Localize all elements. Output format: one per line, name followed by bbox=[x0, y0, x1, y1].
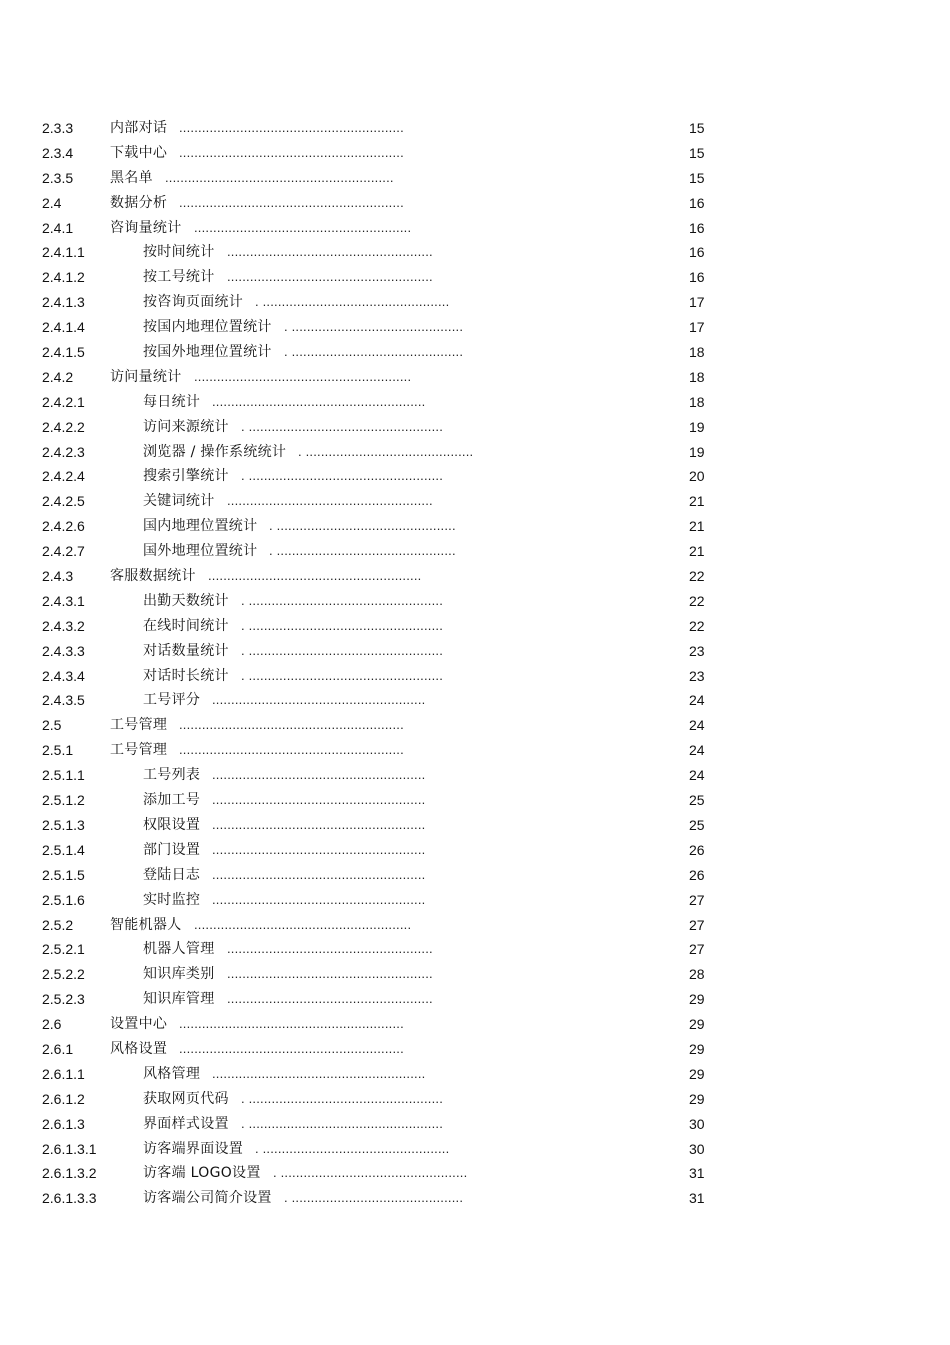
toc-entry-number: 2.4.3.4 bbox=[42, 667, 85, 684]
toc-entry-number: 2.5.2.3 bbox=[42, 991, 85, 1008]
toc-entry-page-number: 18 bbox=[689, 344, 705, 361]
toc-entry-page-number: 17 bbox=[689, 319, 705, 336]
toc-dot-leader: ........................................................ bbox=[212, 767, 426, 783]
toc-entry-number: 2.4.2.5 bbox=[42, 493, 85, 510]
toc-entry-number: 2.4.2 bbox=[42, 368, 74, 385]
toc-entry-number: 2.4.1.1 bbox=[42, 244, 85, 261]
toc-entry-title: 国内地理位置统计 bbox=[143, 518, 258, 535]
toc-entry-page-number: 25 bbox=[689, 792, 705, 809]
toc-entry[interactable] bbox=[0, 315, 950, 340]
toc-entry-page-number: 21 bbox=[689, 493, 705, 510]
toc-entry[interactable] bbox=[0, 738, 950, 763]
toc-dot-leader: ........................................................... bbox=[179, 144, 404, 160]
toc-entry-number: 2.4.3.2 bbox=[42, 617, 85, 634]
toc-entry-number: 2.5.2.2 bbox=[42, 966, 85, 983]
toc-entry-title: 风格设置 bbox=[110, 1040, 168, 1057]
toc-entry-number: 2.4.3.1 bbox=[42, 592, 85, 609]
toc-entry-number: 2.3.4 bbox=[42, 144, 74, 161]
toc-entry-title: 权限设置 bbox=[143, 816, 201, 833]
toc-entry[interactable] bbox=[0, 688, 950, 713]
toc-entry-number: 2.5.1 bbox=[42, 742, 74, 759]
toc-entry-number: 2.3.3 bbox=[42, 120, 74, 136]
toc-dot-leader: . ............................................. bbox=[284, 319, 464, 335]
toc-entry-number: 2.4.2.6 bbox=[42, 518, 85, 535]
toc-entry[interactable] bbox=[0, 1087, 950, 1112]
toc-dot-leader: ........................................................... bbox=[179, 120, 404, 135]
toc-entry-number: 2.5.2 bbox=[42, 916, 74, 933]
toc-entry-number: 2.4.1.4 bbox=[42, 319, 85, 336]
toc-entry-page-number: 29 bbox=[689, 1090, 705, 1107]
toc-entry-title: 界面样式设置 bbox=[143, 1115, 229, 1132]
toc-entry[interactable] bbox=[0, 913, 950, 938]
toc-entry[interactable] bbox=[0, 639, 950, 664]
toc-entry-number: 2.5.1.4 bbox=[42, 841, 85, 858]
toc-entry-page-number: 18 bbox=[689, 368, 705, 385]
toc-entry-title: 知识库管理 bbox=[143, 991, 215, 1008]
toc-entry-page-number: 23 bbox=[689, 642, 705, 659]
toc-entry-number: 2.6.1.3 bbox=[42, 1115, 85, 1132]
toc-entry-page-number: 21 bbox=[689, 543, 705, 560]
toc-entry-number: 2.6.1 bbox=[42, 1040, 74, 1057]
toc-dot-leader: ........................................................... bbox=[179, 1040, 404, 1056]
toc-dot-leader: . ................................................... bbox=[241, 468, 444, 484]
toc-entry[interactable] bbox=[0, 440, 950, 465]
toc-entry[interactable] bbox=[0, 614, 950, 639]
toc-entry-number: 2.4.3.3 bbox=[42, 642, 85, 659]
toc-entry-page-number: 23 bbox=[689, 667, 705, 684]
toc-entry-number: 2.5.1.2 bbox=[42, 792, 85, 809]
toc-entry-title: 智能机器人 bbox=[110, 916, 182, 933]
toc-entry-page-number: 26 bbox=[689, 866, 705, 883]
toc-entry-page-number: 28 bbox=[689, 966, 705, 983]
toc-entry-number: 2.4.3.5 bbox=[42, 692, 85, 709]
toc-entry-title: 访客端界面设置 bbox=[143, 1140, 244, 1157]
toc-entry-title: 访客端 LOGO设置 bbox=[143, 1165, 261, 1182]
toc-entry-page-number: 16 bbox=[689, 194, 705, 211]
toc-entry[interactable] bbox=[0, 1112, 950, 1137]
toc-entry-number: 2.4 bbox=[42, 194, 62, 211]
toc-entry[interactable] bbox=[0, 1186, 950, 1211]
toc-entry-page-number: 22 bbox=[689, 568, 705, 585]
toc-entry-title: 知识库类别 bbox=[143, 966, 215, 983]
toc-entry-title: 登陆日志 bbox=[143, 866, 201, 883]
toc-entry[interactable] bbox=[0, 539, 950, 564]
toc-entry[interactable] bbox=[0, 1037, 950, 1062]
toc-entry[interactable] bbox=[0, 191, 950, 216]
toc-entry-page-number: 22 bbox=[689, 592, 705, 609]
toc-dot-leader: . ............................................. bbox=[284, 1190, 464, 1206]
toc-entry-title: 咨询量统计 bbox=[110, 219, 182, 236]
toc-dot-leader: . ................................................... bbox=[241, 1115, 444, 1131]
toc-entry-title: 按咨询页面统计 bbox=[143, 294, 244, 311]
toc-entry-number: 2.4.3 bbox=[42, 568, 74, 585]
toc-entry-page-number: 20 bbox=[689, 468, 705, 485]
toc-dot-leader: ........................................................ bbox=[212, 816, 426, 832]
toc-entry-number: 2.4.2.7 bbox=[42, 543, 85, 560]
toc-dot-leader: . ................................................... bbox=[241, 418, 444, 434]
toc-entry-title: 工号评分 bbox=[143, 692, 201, 709]
toc-dot-leader: . ............................................ bbox=[298, 443, 474, 459]
toc-entry-number: 2.6.1.3.1 bbox=[42, 1140, 97, 1157]
toc-entry-page-number: 17 bbox=[689, 294, 705, 311]
toc-entry-title: 国外地理位置统计 bbox=[143, 543, 258, 560]
toc-entry[interactable] bbox=[0, 166, 950, 191]
toc-entry-title: 机器人管理 bbox=[143, 941, 215, 958]
toc-entry-page-number: 15 bbox=[689, 169, 705, 186]
toc-entry[interactable] bbox=[0, 514, 950, 539]
toc-entry[interactable] bbox=[0, 365, 950, 390]
toc-dot-leader: ........................................................ bbox=[212, 792, 426, 808]
toc-dot-leader: ......................................................... bbox=[194, 368, 412, 384]
toc-entry-number: 2.6.1.3.3 bbox=[42, 1190, 97, 1207]
toc-dot-leader: ........................................................ bbox=[212, 692, 426, 708]
toc-dot-leader: . ................................................... bbox=[241, 592, 444, 608]
toc-entry[interactable] bbox=[0, 464, 950, 489]
toc-entry-title: 按时间统计 bbox=[143, 244, 215, 261]
toc-entry-title: 按国内地理位置统计 bbox=[143, 319, 272, 336]
toc-entry[interactable] bbox=[0, 987, 950, 1012]
toc-entry[interactable] bbox=[0, 1161, 950, 1186]
toc-entry[interactable] bbox=[0, 888, 950, 913]
toc-entry-page-number: 29 bbox=[689, 1065, 705, 1082]
toc-entry-number: 2.5.1.1 bbox=[42, 767, 85, 784]
toc-entry[interactable] bbox=[0, 216, 950, 241]
toc-dot-leader: ...................................................... bbox=[227, 244, 433, 260]
toc-entry[interactable] bbox=[0, 863, 950, 888]
toc-dot-leader: ...................................................... bbox=[227, 493, 433, 509]
toc-entry[interactable] bbox=[0, 1137, 950, 1162]
toc-entry-page-number: 29 bbox=[689, 991, 705, 1008]
toc-entry[interactable] bbox=[0, 838, 950, 863]
toc-entry-number: 2.5.2.1 bbox=[42, 941, 85, 958]
toc-dot-leader: ...................................................... bbox=[227, 269, 433, 285]
toc-entry[interactable] bbox=[0, 240, 950, 265]
toc-entry-title: 黑名单 bbox=[110, 169, 153, 186]
toc-entry-number: 2.4.1.3 bbox=[42, 294, 85, 311]
toc-entry-title: 每日统计 bbox=[143, 393, 201, 410]
toc-entry[interactable] bbox=[0, 116, 950, 141]
toc-entry[interactable] bbox=[0, 290, 950, 315]
toc-entry-title: 工号列表 bbox=[143, 767, 201, 784]
toc-entry-number: 2.4.1.5 bbox=[42, 344, 85, 361]
toc-entry-number: 2.3.5 bbox=[42, 169, 74, 186]
toc-entry-title: 出勤天数统计 bbox=[143, 592, 229, 609]
toc-entry-number: 2.4.1.2 bbox=[42, 269, 85, 286]
toc-dot-leader: ........................................................... bbox=[179, 194, 404, 210]
toc-entry-title: 访客端公司简介设置 bbox=[143, 1190, 272, 1207]
toc-dot-leader: ........................................................... bbox=[179, 717, 404, 733]
toc-entry[interactable] bbox=[0, 962, 950, 987]
toc-dot-leader: ............................................................ bbox=[165, 169, 394, 185]
toc-entry-page-number: 24 bbox=[689, 717, 705, 734]
toc-entry-page-number: 26 bbox=[689, 841, 705, 858]
toc-dot-leader: ...................................................... bbox=[227, 966, 433, 982]
toc-entry-page-number: 27 bbox=[689, 916, 705, 933]
toc-entry-number: 2.4.1 bbox=[42, 219, 74, 236]
toc-entry-number: 2.5.1.3 bbox=[42, 816, 85, 833]
toc-entry-page-number: 16 bbox=[689, 269, 705, 286]
toc-entry-page-number: 30 bbox=[689, 1115, 705, 1132]
toc-dot-leader: ........................................................... bbox=[179, 742, 404, 758]
toc-entry[interactable] bbox=[0, 1062, 950, 1087]
toc-entry-page-number: 27 bbox=[689, 941, 705, 958]
toc-dot-leader: ........................................................ bbox=[212, 866, 426, 882]
toc-entry-title: 设置中心 bbox=[110, 1016, 168, 1033]
toc-entry[interactable] bbox=[0, 664, 950, 689]
toc-dot-leader: . ................................................... bbox=[241, 1090, 444, 1106]
toc-entry-page-number: 18 bbox=[689, 393, 705, 410]
toc-dot-leader: . ................................................... bbox=[241, 617, 444, 633]
toc-entry-number: 2.5.1.5 bbox=[42, 866, 85, 883]
toc-dot-leader: ...................................................... bbox=[227, 941, 433, 957]
toc-entry-title: 访问来源统计 bbox=[143, 418, 229, 435]
toc-entry-title: 对话时长统计 bbox=[143, 667, 229, 684]
toc-dot-leader: ...................................................... bbox=[227, 991, 433, 1007]
toc-entry-title: 浏览器 / 操作系统统计 bbox=[143, 443, 287, 460]
toc-entry-page-number: 24 bbox=[689, 742, 705, 759]
toc-entry[interactable] bbox=[0, 589, 950, 614]
toc-dot-leader: ........................................................ bbox=[212, 841, 426, 857]
toc-entry-title: 按国外地理位置统计 bbox=[143, 344, 272, 361]
toc-entry-number: 2.6.1.1 bbox=[42, 1065, 85, 1082]
toc-dot-leader: . ................................................... bbox=[241, 667, 444, 683]
toc-dot-leader: . ................................................. bbox=[255, 294, 450, 310]
toc-dot-leader: . ................................................. bbox=[255, 1140, 450, 1156]
toc-entry-number: 2.4.2.1 bbox=[42, 393, 85, 410]
toc-entry-page-number: 29 bbox=[689, 1016, 705, 1033]
toc-entry[interactable] bbox=[0, 390, 950, 415]
toc-entry[interactable] bbox=[0, 141, 950, 166]
toc-entry-page-number: 24 bbox=[689, 767, 705, 784]
toc-entry-number: 2.4.2.4 bbox=[42, 468, 85, 485]
toc-entry-title: 风格管理 bbox=[143, 1065, 201, 1082]
toc-entry[interactable] bbox=[0, 813, 950, 838]
toc-entry[interactable] bbox=[0, 1012, 950, 1037]
table-of-contents bbox=[0, 116, 950, 1211]
toc-entry-page-number: 30 bbox=[689, 1140, 705, 1157]
toc-entry-title: 工号管理 bbox=[110, 742, 168, 759]
toc-entry[interactable] bbox=[0, 265, 950, 290]
toc-entry-page-number: 22 bbox=[689, 617, 705, 634]
toc-dot-leader: ........................................................ bbox=[212, 1065, 426, 1081]
toc-entry-title: 按工号统计 bbox=[143, 269, 215, 286]
toc-dot-leader: . ............................................. bbox=[284, 344, 464, 360]
toc-entry-number: 2.5.1.6 bbox=[42, 891, 85, 908]
toc-entry-number: 2.4.2.3 bbox=[42, 443, 85, 460]
toc-entry-title: 添加工号 bbox=[143, 792, 201, 809]
toc-entry-title: 部门设置 bbox=[143, 841, 201, 858]
toc-entry-title: 内部对话 bbox=[110, 120, 168, 136]
toc-entry-page-number: 21 bbox=[689, 518, 705, 535]
toc-entry-page-number: 29 bbox=[689, 1040, 705, 1057]
toc-entry-title: 实时监控 bbox=[143, 891, 201, 908]
toc-dot-leader: . ............................................... bbox=[269, 543, 456, 559]
toc-entry-page-number: 25 bbox=[689, 816, 705, 833]
toc-entry-page-number: 15 bbox=[689, 120, 705, 136]
toc-entry-number: 2.6.1.3.2 bbox=[42, 1165, 97, 1182]
toc-entry-page-number: 27 bbox=[689, 891, 705, 908]
toc-entry-page-number: 31 bbox=[689, 1165, 705, 1182]
toc-dot-leader: ........................................................ bbox=[212, 891, 426, 907]
toc-entry-page-number: 16 bbox=[689, 219, 705, 236]
toc-entry[interactable] bbox=[0, 340, 950, 365]
toc-entry[interactable] bbox=[0, 937, 950, 962]
toc-entry[interactable] bbox=[0, 415, 950, 440]
toc-entry-title: 工号管理 bbox=[110, 717, 168, 734]
toc-entry-number: 2.5 bbox=[42, 717, 62, 734]
toc-entry-title: 搜索引擎统计 bbox=[143, 468, 229, 485]
toc-entry-title: 获取网页代码 bbox=[143, 1090, 229, 1107]
toc-entry[interactable] bbox=[0, 713, 950, 738]
toc-entry[interactable] bbox=[0, 788, 950, 813]
toc-entry-page-number: 19 bbox=[689, 443, 705, 460]
toc-entry-title: 对话数量统计 bbox=[143, 642, 229, 659]
toc-entry-title: 下载中心 bbox=[110, 144, 168, 161]
toc-entry-title: 数据分析 bbox=[110, 194, 168, 211]
toc-dot-leader: . ................................................. bbox=[273, 1165, 468, 1181]
toc-entry-number: 2.4.2.2 bbox=[42, 418, 85, 435]
toc-entry-page-number: 19 bbox=[689, 418, 705, 435]
toc-dot-leader: . ............................................... bbox=[269, 518, 456, 534]
toc-entry[interactable] bbox=[0, 489, 950, 514]
toc-entry-title: 客服数据统计 bbox=[110, 568, 196, 585]
toc-entry-number: 2.6 bbox=[42, 1016, 62, 1033]
toc-dot-leader: ......................................................... bbox=[194, 219, 412, 235]
toc-entry-title: 关键词统计 bbox=[143, 493, 215, 510]
toc-entry-title: 访问量统计 bbox=[110, 368, 182, 385]
toc-entry[interactable] bbox=[0, 763, 950, 788]
toc-entry-title: 在线时间统计 bbox=[143, 617, 229, 634]
toc-entry-page-number: 31 bbox=[689, 1190, 705, 1207]
toc-dot-leader: ......................................................... bbox=[194, 916, 412, 932]
toc-dot-leader: . ................................................... bbox=[241, 642, 444, 658]
toc-entry-page-number: 16 bbox=[689, 244, 705, 261]
toc-entry-page-number: 15 bbox=[689, 144, 705, 161]
toc-entry-number: 2.6.1.2 bbox=[42, 1090, 85, 1107]
toc-dot-leader: ........................................................... bbox=[179, 1016, 404, 1032]
toc-entry-page-number: 24 bbox=[689, 692, 705, 709]
toc-entry[interactable] bbox=[0, 564, 950, 589]
toc-dot-leader: ........................................................ bbox=[208, 568, 422, 584]
toc-dot-leader: ........................................................ bbox=[212, 393, 426, 409]
